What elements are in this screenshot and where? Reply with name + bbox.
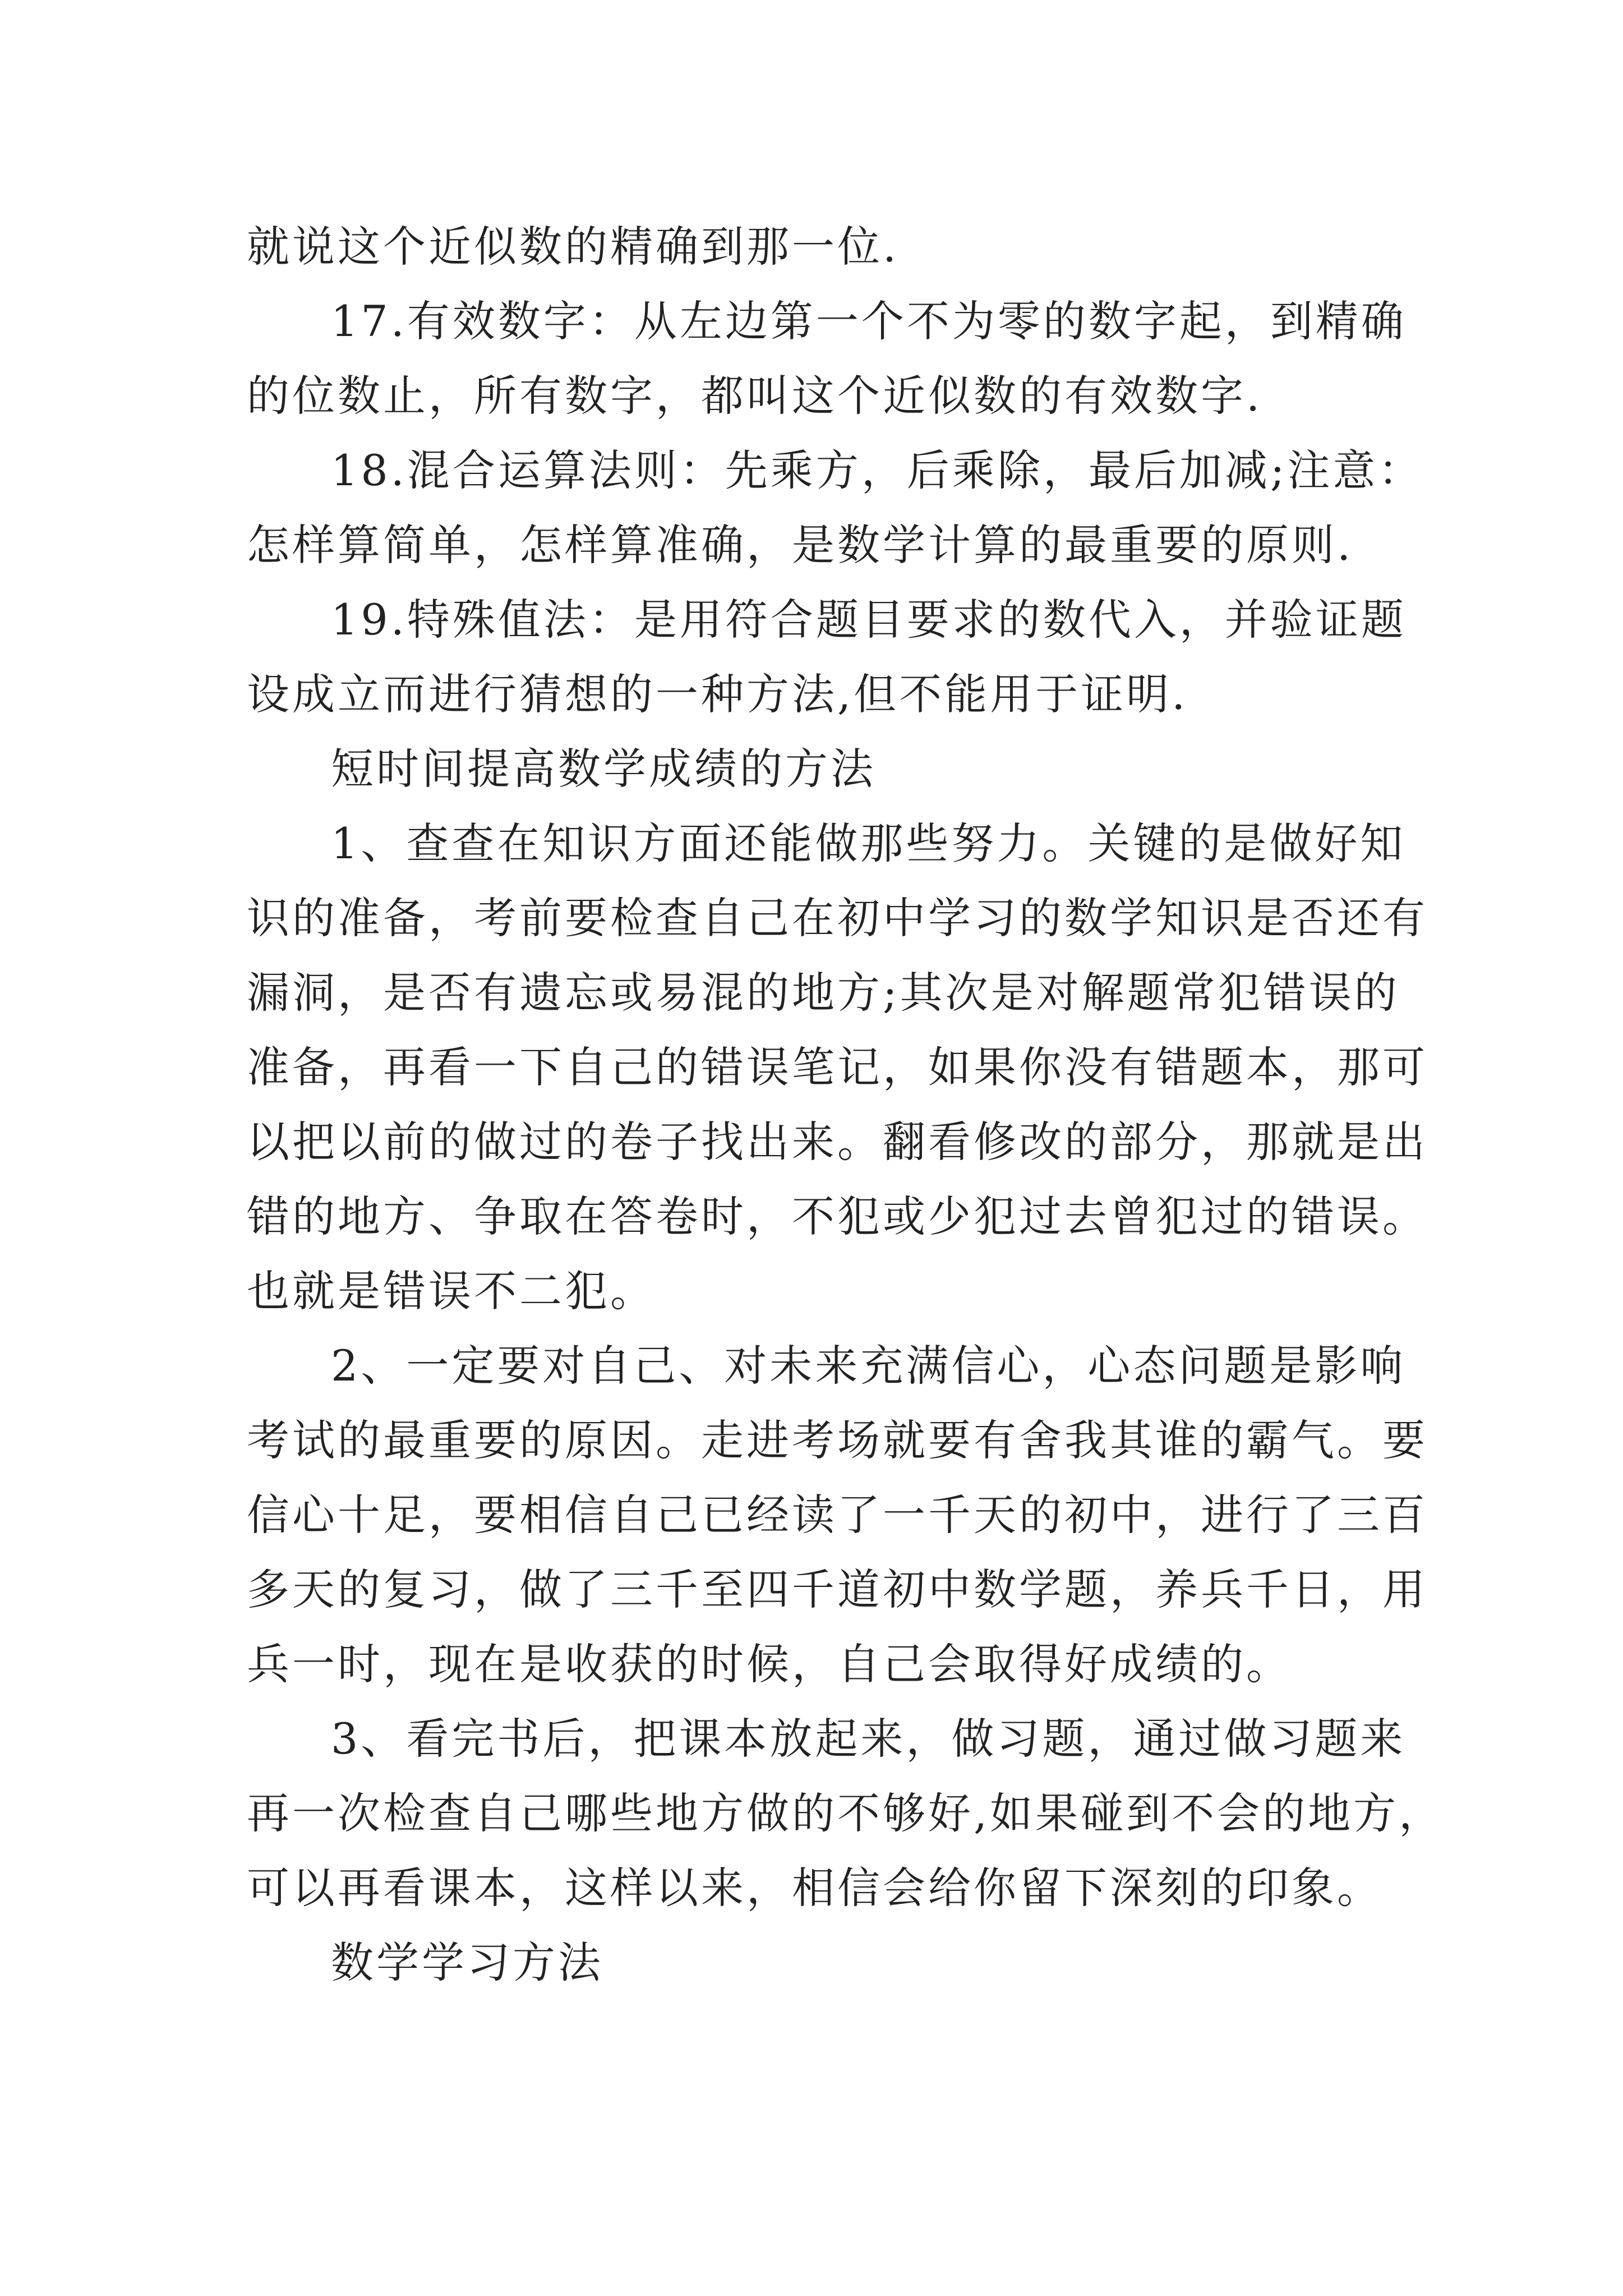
text-line-17: 考试的最重要的原因。走进考场就要有舍我其谁的霸气。要	[247, 1415, 1428, 1465]
text-line-11: 漏洞，是否有遗忘或易混的地方;其次是对解题常犯错误的	[247, 968, 1400, 1018]
text-line-16: 2、一定要对自己、对未来充满信心，心态问题是影响	[331, 1341, 1406, 1391]
text-line-5: 怎样算简单，怎样算准确，是数学计算的最重要的原则.	[247, 520, 1354, 570]
text-line-18: 信心十足，要相信自己已经读了一千天的初中，进行了三百	[247, 1490, 1428, 1540]
text-line-22: 再一次检查自己哪些地方做的不够好,如果碰到不会的地方，	[247, 1788, 1445, 1838]
section-heading-1: 短时间提高数学成绩的方法	[331, 744, 876, 794]
text-line-12: 准备，再看一下自己的错误笔记，如果你没有错题本，那可	[247, 1042, 1428, 1092]
text-line-7: 设成立而进行猜想的一种方法,但不能用于证明.	[247, 669, 1188, 719]
text-line-3: 的位数止，所有数字，都叫这个近似数的有效数字.	[247, 371, 1263, 421]
text-line-6: 19.特殊值法：是用符合题目要求的数代入，并验证题	[331, 595, 1407, 645]
text-line-1: 就说这个近似数的精确到那一位.	[247, 222, 900, 272]
text-line-21: 3、看完书后，把课本放起来，做习题，通过做习题来	[331, 1714, 1406, 1764]
text-line-19: 多天的复习，做了三千至四千道初中数学题，养兵千日，用	[247, 1565, 1428, 1614]
text-line-4: 18.混合运算法则：先乘方，后乘除，最后加减;注意：	[331, 445, 1424, 495]
text-line-10: 识的准备，考前要检查自己在初中学习的数学知识是否还有	[247, 893, 1428, 943]
text-line-14: 错的地方、争取在答卷时，不犯或少犯过去曾犯过的错误。	[247, 1191, 1428, 1241]
text-line-13: 以把以前的做过的卷子找出来。翻看修改的部分，那就是出	[247, 1117, 1428, 1167]
text-line-15: 也就是错误不二犯。	[247, 1266, 656, 1316]
section-heading-2: 数学学习方法	[331, 1938, 603, 1987]
text-line-20: 兵一时，现在是收获的时候，自己会取得好成绩的。	[247, 1639, 1292, 1689]
text-line-2: 17.有效数字：从左边第一个不为零的数字起，到精确	[331, 296, 1407, 346]
text-line-9: 1、查查在知识方面还能做那些努力。关键的是做好知	[331, 818, 1406, 868]
text-line-23: 可以再看课本，这样以来，相信会给你留下深刻的印象。	[247, 1863, 1382, 1913]
